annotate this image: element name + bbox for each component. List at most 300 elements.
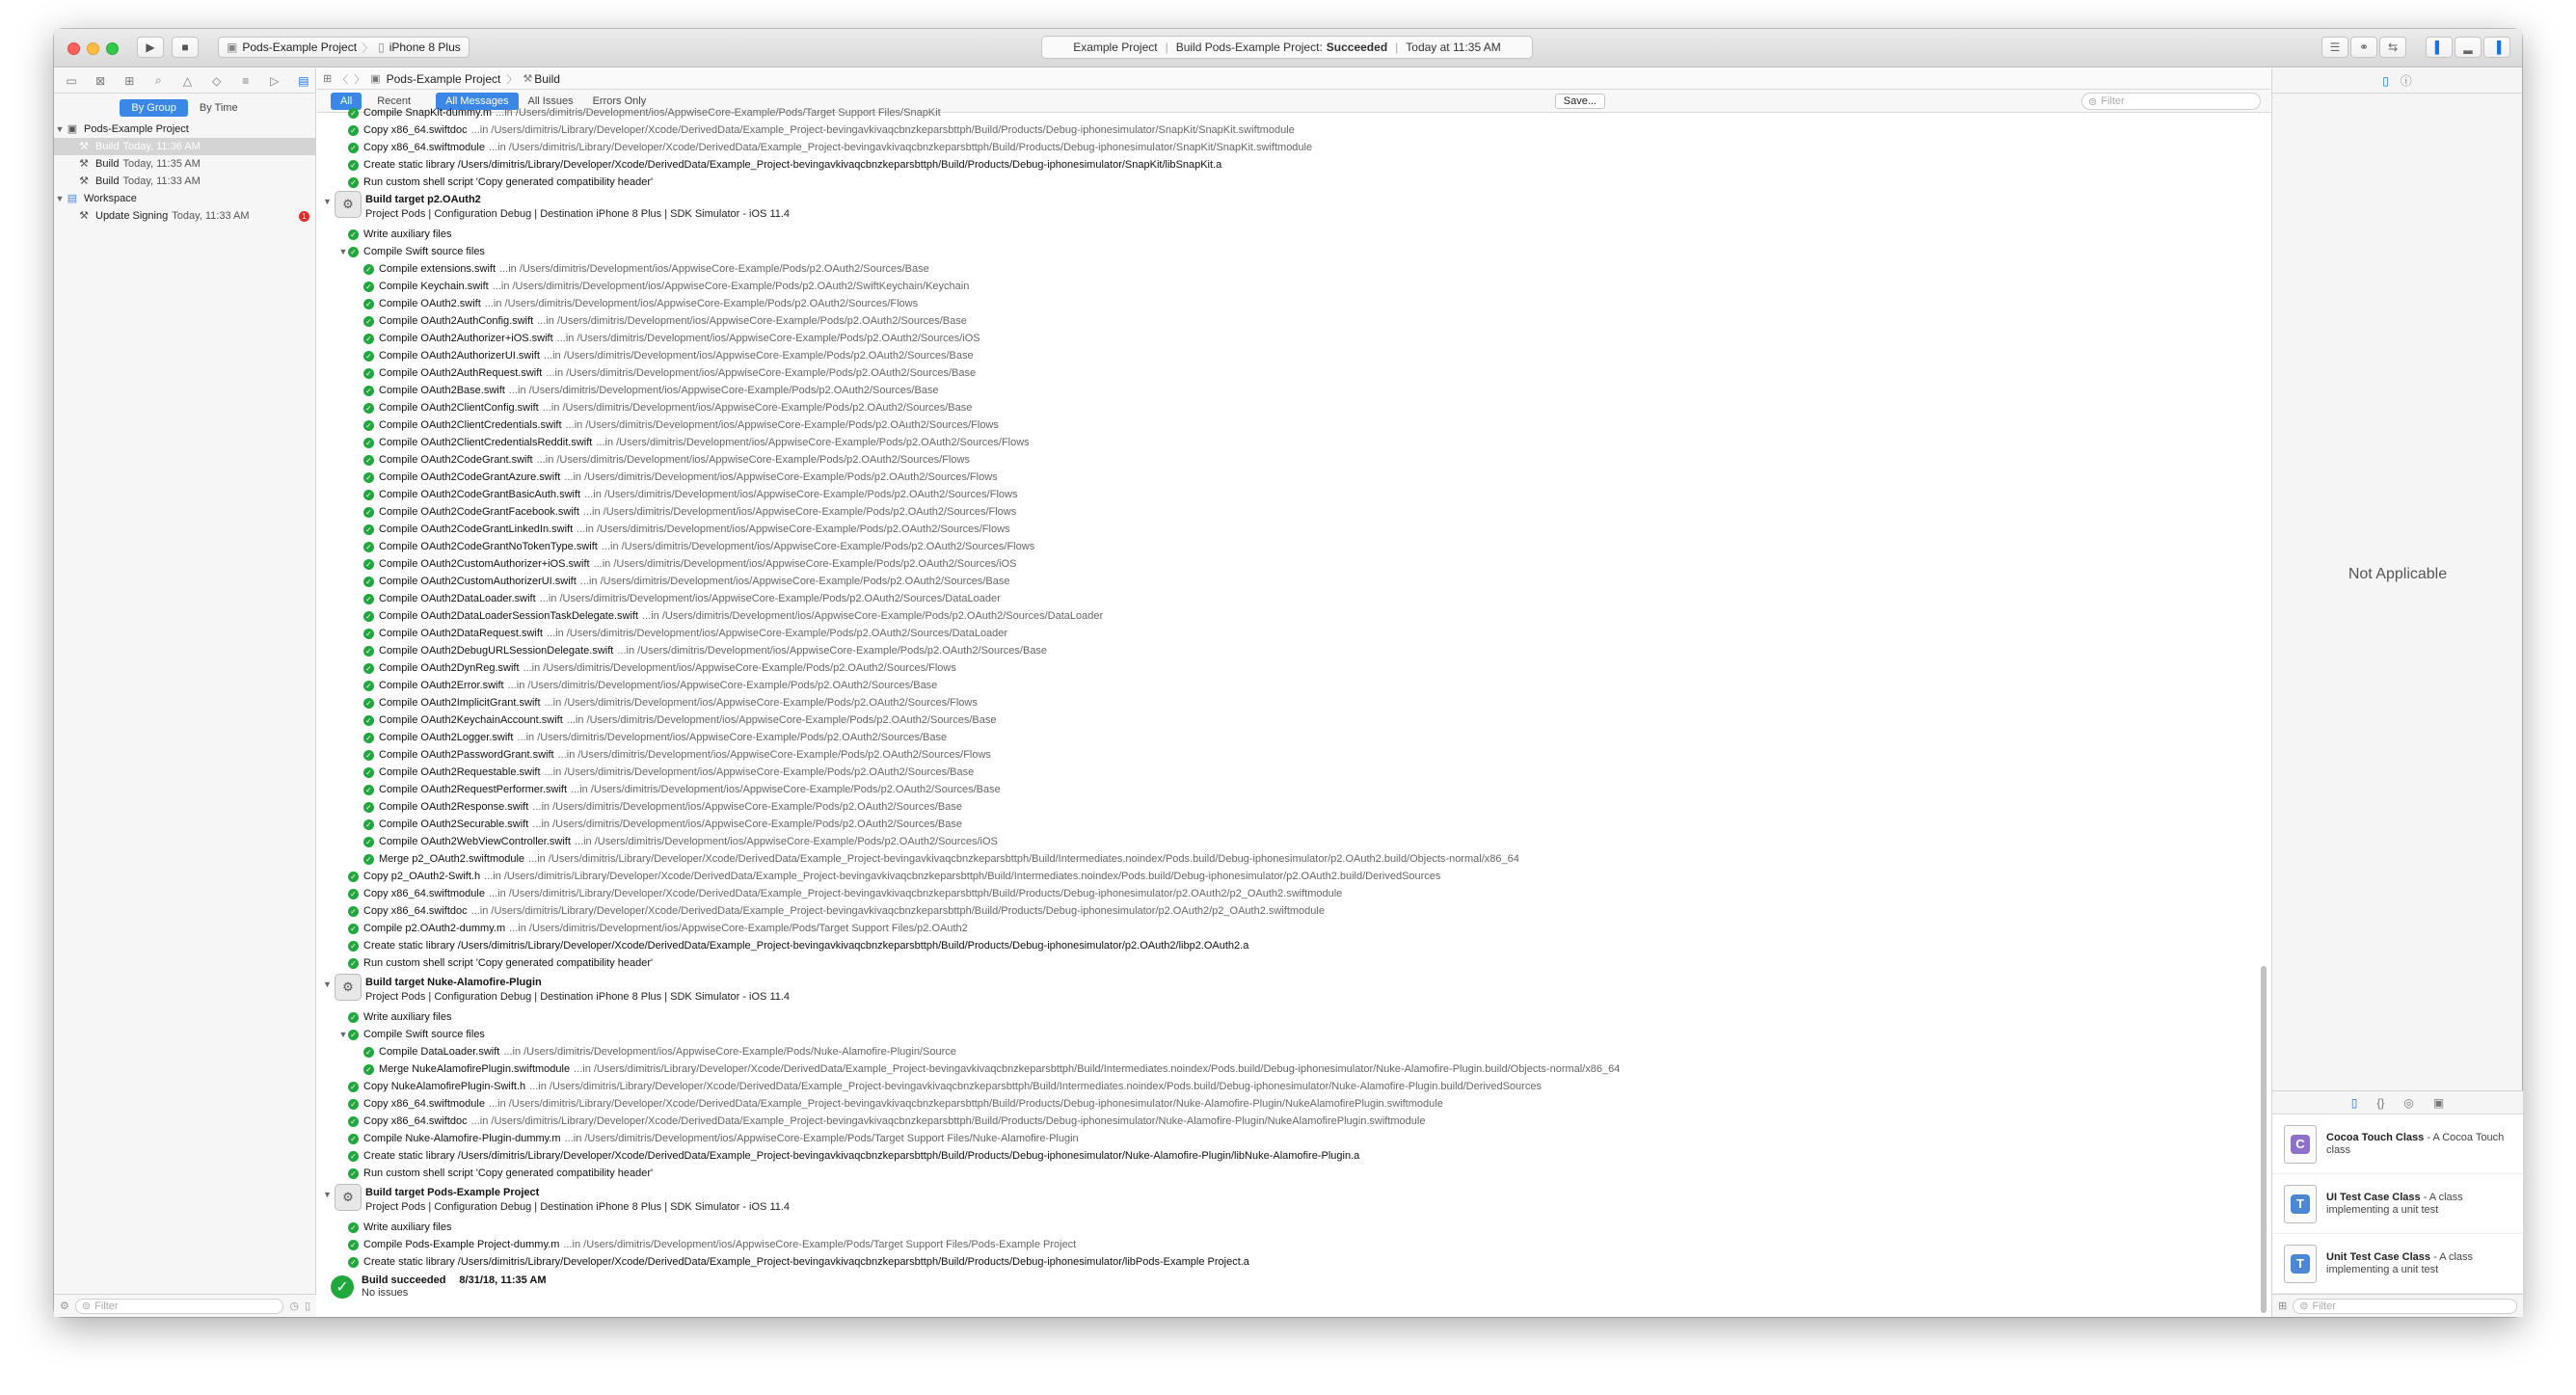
template-icon: [2284, 1185, 2317, 1223]
log-title: Compile p2.OAuth2-dummy.m: [363, 923, 506, 934]
save-button[interactable]: Save...: [1555, 94, 1605, 109]
activity-status-prefix: Build Pods-Example Project:: [1175, 40, 1323, 54]
breakpoint-icon[interactable]: ▷: [270, 73, 280, 88]
play-icon: ▶: [146, 40, 155, 54]
success-check-icon: ✓: [363, 767, 374, 778]
log-row[interactable]: [363, 434, 1030, 451]
log-row[interactable]: [363, 1060, 1620, 1078]
jump-build[interactable]: Build: [534, 71, 560, 86]
assistant-editor-button[interactable]: [2350, 37, 2377, 58]
log-row[interactable]: [363, 503, 1016, 521]
library-item-name: UI Test Case Class: [2326, 1191, 2421, 1203]
log-row[interactable]: [363, 607, 1103, 625]
target-subtitle: Project Pods | Configuration Debug | Destination iPhone 8 Plus | SDK Simulator - iOS 11.4: [365, 1201, 791, 1213]
log-title: Run custom shell script 'Copy generated compatibility header': [363, 957, 654, 969]
forward-arrow-icon[interactable]: 〉: [354, 73, 365, 86]
success-check-icon: ✓: [348, 1134, 359, 1144]
log-title: Create static library /Users/dimitris/Library/Developer/Xcode/DerivedData/Example_Project-bevingavkivaqcbnzkeparsbttph/Build/Products/Debug-iphonesimulator/Nuke-Alamofire-Plugin/libNuke-Alamofire-Plugin.a: [363, 1150, 1360, 1162]
log-title: Compile OAuth2CodeGrantNoTokenType.swift: [379, 541, 598, 552]
activity-project: Example Project: [1073, 40, 1158, 54]
success-check-icon: ✓: [348, 229, 359, 240]
log-title: Compile OAuth2DataRequest.swift: [379, 628, 543, 639]
success-check-icon: ✓: [363, 629, 374, 639]
grid-view-icon[interactable]: ⊞: [2278, 1301, 2288, 1312]
library-item-text: UI Test Case Class - A class implementing a unit test: [2326, 1191, 2463, 1216]
inspector-panel: [2271, 68, 2522, 1317]
back-arrow-icon[interactable]: 〈: [337, 73, 349, 86]
navigator-filter-field[interactable]: [75, 1299, 283, 1314]
success-check-icon: ✓: [363, 524, 374, 535]
success-check-icon: ✓: [363, 733, 374, 743]
filter-placeholder: Filter: [2101, 95, 2125, 107]
log-row[interactable]: [348, 226, 452, 243]
log-row[interactable]: [363, 694, 978, 711]
success-check-icon: ✓: [363, 282, 374, 292]
log-row[interactable]: [348, 1078, 1542, 1095]
log-row[interactable]: [348, 1095, 1443, 1113]
log-title: Copy p2_OAuth2-Swift.h: [363, 871, 481, 882]
log-row[interactable]: [363, 746, 991, 764]
log-title: Run custom shell script 'Copy generated compatibility header': [363, 1167, 654, 1179]
search-icon[interactable]: ⌕: [155, 73, 162, 87]
template-icon: [2284, 1245, 2317, 1283]
success-check-icon: ✓: [348, 1222, 359, 1233]
log-path: ...in /Users/dimitris/Development/ios/AppwiseCore-Example/Pods/p2.OAuth2/Sources/Base: [566, 714, 997, 726]
log-title: Write auxiliary files: [363, 228, 452, 240]
object-library-icon[interactable]: ◎: [2403, 1095, 2414, 1110]
success-check-icon: ✓: [348, 924, 359, 934]
debug-icon[interactable]: ≡: [242, 73, 250, 88]
log-path: ...in /Users/dimitris/Development/ios/AppwiseCore-Example/Pods/p2.OAuth2/Sources/Flows: [601, 541, 1035, 552]
log-row[interactable]: [348, 885, 1342, 902]
success-check-icon: ✓: [348, 143, 359, 153]
log-path: ...in /Users/dimitris/Development/ios/AppwiseCore-Example/Pods/p2.OAuth2/Sources/Base: [617, 645, 1048, 657]
build-label: Build: [95, 158, 120, 170]
file-template-icon[interactable]: ▯: [2350, 1095, 2358, 1110]
success-check-icon: ✓: [348, 1099, 359, 1110]
build-result-title: [362, 1274, 547, 1287]
log-title: Compile Nuke-Alamofire-Plugin-dummy.m: [363, 1133, 561, 1144]
log-row[interactable]: [348, 156, 1221, 174]
library-item[interactable]: [2272, 1114, 2523, 1174]
log-path: ...in /Users/dimitris/Development/ios/AppwiseCore-Example/Pods/p2.OAuth2/Sources/Flows: [484, 298, 919, 309]
log-row[interactable]: [348, 104, 941, 121]
log-row[interactable]: [363, 260, 929, 278]
log-row[interactable]: [348, 1253, 1249, 1271]
log-path: ...in /Users/dimitris/Library/Developer/Xcode/DerivedData/Example_Project-bevingavkivaqcbnzkeparsbttph/Build/Intermediates.noindex/Pods.build/Debug-iphonesimulator/Nuke-Alamofire-Plugin.build/DerivedSources: [529, 1081, 1542, 1092]
log-path: ...in /Users/dimitris/Development/ios/AppwiseCore-Example/Pods/p2.OAuth2/Sources/Base: [544, 766, 975, 778]
log-title: Compile OAuth2ImplicitGrant.swift: [379, 697, 541, 709]
by-time-tab[interactable]: By Time: [199, 102, 238, 114]
quick-help-icon[interactable]: ⓘ: [2400, 74, 2412, 88]
log-row[interactable]: [363, 538, 1034, 555]
file-inspector-icon[interactable]: ▯: [2382, 73, 2389, 88]
target-header[interactable]: [323, 974, 790, 1008]
success-check-icon: ✓: [348, 1257, 359, 1268]
report-icon[interactable]: ▤: [298, 73, 309, 88]
log-path: ...in /Users/dimitris/Development/ios/AppwiseCore-Example/Pods/p2.OAuth2/Sources/DataLoader: [642, 610, 1104, 622]
toggle-inspector-button[interactable]: [2483, 37, 2510, 58]
target-title: Build target Nuke-Alamofire-Plugin: [365, 977, 542, 988]
log-path: ...in /Users/dimitris/Development/ios/AppwiseCore-Example/Pods/p2.OAuth2/Sources/Base: [532, 801, 962, 813]
log-path: ...in /Users/dimitris/Development/ios/AppwiseCore-Example/Pods/Target Support Files/Pods-Example Project: [563, 1239, 1077, 1250]
target-header[interactable]: [323, 191, 790, 226]
all-tab[interactable]: All: [331, 93, 362, 110]
log-title: Compile OAuth2PasswordGrant.swift: [379, 749, 554, 761]
zoom-window-button[interactable]: [106, 42, 119, 55]
log-title: Compile OAuth2WebViewController.swift: [379, 836, 571, 847]
log-path: ...in /Users/dimitris/Library/Developer/Xcode/DerivedData/Example_Project-bevingavkivaqcbnzkeparsbttph/Build/Intermediates.noindex/Pods.build/Debug-iphonesimulator/p2.OAuth2.build/DerivedSources: [484, 871, 1441, 882]
log-title: Compile OAuth2.swift: [379, 298, 481, 309]
success-check-icon: ✓: [348, 1116, 359, 1127]
test-icon[interactable]: ◇: [211, 73, 222, 88]
log-row[interactable]: [363, 486, 1017, 503]
log-title: Copy x86_64.swiftdoc: [363, 905, 468, 917]
log-row[interactable]: [348, 121, 1295, 139]
code-snippet-icon[interactable]: {}: [2376, 1095, 2385, 1110]
by-group-tab[interactable]: By Group: [120, 99, 187, 117]
build-time: Today, 11:35 AM: [122, 158, 201, 170]
success-check-icon: ✓: [348, 1151, 359, 1162]
build-label: Build: [95, 141, 120, 152]
log-row[interactable]: [348, 954, 653, 972]
log-row[interactable]: [363, 677, 937, 694]
log-path: ...in /Users/dimitris/Development/ios/AppwiseCore-Example/Pods/p2.OAuth2/Sources/Base: [542, 402, 973, 414]
update-signing-row[interactable]: [54, 207, 315, 225]
log-path: ...in /Users/dimitris/Library/Developer/Xcode/DerivedData/Example_Project-bevingavkivaqcbnzkeparsbttph/Build/Products/Debug-iphonesimulator/SnapKit/SnapKit.swiftmodule: [470, 124, 1295, 136]
target-subtitle: Project Pods | Configuration Debug | Destination iPhone 8 Plus | SDK Simulator - iOS 11.4: [365, 208, 791, 220]
success-check-icon: ✓: [348, 941, 359, 952]
compile-group-row[interactable]: [338, 243, 485, 260]
log-path: ...in /Users/dimitris/Development/ios/AppwiseCore-Example/Pods/p2.OAuth2/Sources/Flows: [564, 471, 998, 483]
log-row[interactable]: [363, 833, 998, 850]
scheme-selector[interactable]: ▣ Pods-Example Project 〉 ▯ iPhone 8 Plus: [218, 37, 470, 58]
run-button[interactable]: [137, 37, 164, 58]
log-title: Copy x86_64.swiftdoc: [363, 124, 468, 136]
log-row[interactable]: [348, 920, 968, 937]
disclosure-icon[interactable]: ▼: [338, 247, 348, 256]
success-check-icon: ✓: [363, 299, 374, 309]
library-selector-bar: [2272, 1091, 2523, 1114]
disclosure-icon[interactable]: ▼: [338, 1030, 348, 1039]
target-icon: ⚙: [335, 1184, 362, 1211]
log-row[interactable]: [363, 764, 974, 781]
library-item-text: Unit Test Case Class - A class implementing a unit test: [2326, 1250, 2474, 1275]
log-row[interactable]: [363, 850, 1519, 868]
log-title: Compile DataLoader.swift: [379, 1046, 500, 1058]
log-title: Copy x86_64.swiftdoc: [363, 1115, 468, 1127]
template-badge: C: [2291, 1135, 2310, 1154]
success-check-icon: ✓: [363, 559, 374, 570]
log-title: Compile OAuth2DataLoader.swift: [379, 593, 536, 604]
log-title: Compile OAuth2Error.swift: [379, 680, 504, 691]
log-row[interactable]: [363, 382, 939, 399]
log-row[interactable]: [363, 573, 1010, 590]
build-row[interactable]: [54, 138, 315, 155]
library-panel: [2272, 1090, 2523, 1317]
log-path: ...in /Users/dimitris/Development/ios/AppwiseCore-Example/Pods/p2.OAuth2/Sources/DataLoader: [539, 593, 1001, 604]
success-check-icon: ✓: [363, 368, 374, 379]
build-label: Build: [95, 175, 120, 187]
log-path: ...in /Users/dimitris/Development/ios/AppwiseCore-Example/Pods/p2.OAuth2/SwiftKeychain/Keychain: [492, 281, 970, 292]
jump-project[interactable]: Pods-Example Project: [386, 71, 501, 86]
clock-icon[interactable]: ◷: [289, 1301, 299, 1312]
target-subtitle: Project Pods | Configuration Debug | Destination iPhone 8 Plus | SDK Simulator - iOS 11.4: [365, 991, 791, 1003]
scheme-name: Pods-Example Project: [242, 40, 358, 54]
result-time: 8/31/18, 11:35 AM: [459, 1274, 547, 1286]
success-check-icon: ✓: [348, 160, 359, 171]
log-row[interactable]: [363, 642, 1047, 659]
related-items-icon[interactable]: ⊞: [323, 73, 333, 85]
not-applicable-label: Not Applicable: [2348, 566, 2448, 582]
log-path: ...in /Users/dimitris/Development/ios/AppwiseCore-Example/Pods/p2.OAuth2/Sources/Flows: [582, 506, 1017, 518]
log-row[interactable]: [363, 469, 998, 486]
template-badge: T: [2291, 1254, 2310, 1274]
log-title: Compile OAuth2DynReg.swift: [379, 662, 520, 674]
log-row[interactable]: [348, 174, 653, 191]
disclosure-icon[interactable]: ▼: [323, 1190, 332, 1199]
success-check-icon: ✓: [348, 247, 359, 257]
success-check-icon: ✓: [348, 1030, 359, 1040]
log-title: Compile OAuth2DebugURLSessionDelegate.swift: [379, 645, 614, 657]
success-check-icon: ✓: [363, 715, 374, 726]
report-navigator: [54, 68, 316, 1317]
success-check-icon: ✓: [363, 698, 374, 709]
toggle-debug-area-button[interactable]: [2455, 37, 2482, 58]
disclosure-icon[interactable]: ▼: [55, 194, 65, 203]
target-title: Build target Pods-Example Project: [365, 1187, 540, 1198]
media-library-icon[interactable]: ▣: [2432, 1095, 2445, 1110]
update-time: Today, 11:33 AM: [172, 210, 250, 222]
hammer-icon: ⚒: [523, 73, 533, 85]
all-messages-tab[interactable]: All Messages: [436, 93, 518, 110]
success-check-icon: ✓: [363, 420, 374, 431]
log-row[interactable]: [348, 1113, 1425, 1130]
success-check-icon: ✓: [363, 1047, 374, 1058]
log-row[interactable]: [363, 312, 967, 330]
gear-icon[interactable]: ⚙: [60, 1301, 69, 1312]
template-icon: [2284, 1125, 2317, 1164]
jump-bar: ⊞ 〈 〉 ▣ Pods-Example Project 〉 ⚒ Build: [317, 68, 2270, 90]
log-path: ...in /Users/dimitris/Development/ios/AppwiseCore-Example/Pods/Target Support Files/SnapKit: [496, 107, 941, 119]
arrows-icon: ⇆: [2387, 40, 2399, 54]
build-row[interactable]: [54, 173, 315, 190]
log-path: ...in /Users/dimitris/Library/Developer/Xcode/DerivedData/Example_Project-bevingavkivaqcbnzkeparsbttph/Build/Products/Debug-iphonesimulator/p2.OAuth2/p2_OAuth2.swiftmodule: [488, 888, 1343, 899]
log-row[interactable]: [348, 139, 1312, 156]
log-row[interactable]: [363, 590, 1001, 607]
log-path: ...in /Users/dimitris/Development/ios/AppwiseCore-Example/Pods/p2.OAuth2/Sources/Base: [537, 315, 967, 327]
log-row[interactable]: [363, 625, 1007, 642]
build-row[interactable]: [54, 155, 315, 173]
log-title: Compile OAuth2CodeGrantLinkedIn.swift: [379, 523, 574, 535]
log-row[interactable]: [363, 330, 980, 347]
library-filter-field[interactable]: [2293, 1299, 2517, 1314]
log-row[interactable]: [348, 1147, 1359, 1165]
error-badge: 1: [299, 211, 309, 222]
log-title: Compile OAuth2CodeGrant.swift: [379, 454, 533, 466]
errors-only-tab[interactable]: Errors Only: [592, 94, 647, 107]
standard-editor-button[interactable]: [2321, 37, 2348, 58]
disclosure-icon[interactable]: ▼: [55, 124, 65, 134]
log-path: ...in /Users/dimitris/Development/ios/AppwiseCore-Example/Pods/p2.OAuth2/Sources/Flows: [596, 437, 1030, 448]
log-title: Compile Swift source files: [363, 246, 485, 257]
folder-icon[interactable]: ▭: [66, 73, 77, 88]
group-segmented-control: [54, 99, 315, 117]
stop-icon: ■: [181, 40, 189, 54]
log-title: Compile OAuth2ClientCredentials.swift: [379, 419, 562, 431]
build-log: [317, 107, 2270, 1317]
log-row[interactable]: [363, 659, 956, 677]
log-row[interactable]: [348, 1130, 1079, 1147]
disclosure-icon[interactable]: ▼: [323, 979, 332, 989]
log-title: Create static library /Users/dimitris/Library/Developer/Xcode/DerivedData/Example_Project-bevingavkivaqcbnzkeparsbttph/Build/Products/Debug-iphonesimulator/SnapKit/libSnapKit.a: [363, 159, 1222, 171]
log-row[interactable]: [363, 364, 976, 382]
scrollbar-thumb[interactable]: [2261, 966, 2267, 1313]
activity-view[interactable]: Example Project | Build Pods-Example Project: Succeeded | Today at 11:35 AM: [1041, 36, 1533, 59]
warning-icon[interactable]: △: [182, 73, 193, 88]
target-header[interactable]: [323, 1184, 790, 1219]
success-check-icon: ✓: [363, 663, 374, 674]
document-icon[interactable]: ▯: [304, 1301, 310, 1312]
log-title: Merge p2_OAuth2.swiftmodule: [379, 853, 525, 865]
library-item[interactable]: [2272, 1174, 2523, 1234]
log-path: ...in /Users/dimitris/Library/Developer/Xcode/DerivedData/Example_Project-bevingavkivaqcbnzkeparsbttph/Build/Intermediates.noindex/Pods.build/Debug-iphonesimulator/p2.OAuth2.build/Objects-normal/x86_64: [528, 853, 1519, 865]
build-result: [331, 1273, 547, 1301]
log-path: ...in /Users/dimitris/Library/Developer/Xcode/DerivedData/Example_Project-bevingavkivaqcbnzkeparsbttph/Build/Products/Debug-iphonesimulator/SnapKit/SnapKit.swiftmodule: [488, 142, 1313, 153]
minimize-window-button[interactable]: [87, 42, 99, 55]
log-path: ...in /Users/dimitris/Development/ios/AppwiseCore-Example/Pods/p2.OAuth2/Sources/Base: [508, 385, 939, 396]
log-path: ...in /Users/dimitris/Library/Developer/Xcode/DerivedData/Example_Project-bevingavkivaqcbnzkeparsbttph/Build/Intermediates.noindex/Pods.build/Debug-iphonesimulator/Nuke-Alamofire-Plugin.build/Objects-normal/x86_64: [574, 1063, 1621, 1075]
log-row[interactable]: [363, 295, 918, 312]
log-title: Compile OAuth2ClientCredentialsReddit.swift: [379, 437, 593, 448]
lines-icon: ☰: [2329, 40, 2341, 54]
library-item[interactable]: [2272, 1234, 2523, 1294]
log-row[interactable]: [348, 1219, 452, 1236]
log-row[interactable]: [363, 729, 947, 746]
filter-icon: ⊜: [2088, 95, 2098, 108]
disclosure-icon[interactable]: ▼: [323, 197, 332, 206]
library-item-desc: A Cocoa Touch class: [2326, 1131, 2505, 1156]
log-title: Compile OAuth2DataLoaderSessionTaskDelegate.swift: [379, 610, 639, 622]
log-row[interactable]: [363, 451, 970, 469]
update-label: Update Signing: [95, 210, 169, 222]
compile-group-row[interactable]: [338, 1026, 485, 1043]
success-check-icon: ✓: [348, 108, 359, 119]
log-scrollbar[interactable]: [2261, 114, 2267, 1317]
target-title: Build target p2.OAuth2: [365, 194, 481, 205]
project-icon: ▣: [370, 73, 381, 85]
log-title: Compile OAuth2CodeGrantFacebook.swift: [379, 506, 579, 518]
log-title: Compile SnapKit-dummy.m: [363, 107, 493, 119]
log-path: ...in /Users/dimitris/Development/ios/AppwiseCore-Example/Pods/p2.OAuth2/Sources/Base: [543, 350, 974, 362]
log-row[interactable]: [363, 1043, 956, 1060]
log-row[interactable]: [363, 798, 962, 816]
log-title: Compile OAuth2Securable.swift: [379, 818, 529, 830]
filter-placeholder: Filter: [94, 1300, 119, 1312]
log-row[interactable]: [348, 1165, 653, 1182]
log-path: ...in /Users/dimitris/Development/ios/AppwiseCore-Example/Pods/p2.OAuth2/Sources/Flows: [544, 697, 978, 709]
build-log-editor: [317, 68, 2270, 1317]
success-check-icon: ✓: [363, 386, 374, 396]
log-path: ...in /Users/dimitris/Development/ios/AppwiseCore-Example/Pods/p2.OAuth2/Sources/Flows: [565, 419, 999, 431]
all-issues-tab[interactable]: All Issues: [527, 94, 574, 107]
log-row[interactable]: [363, 711, 996, 729]
version-editor-button[interactable]: [2379, 37, 2406, 58]
recent-tab[interactable]: Recent: [377, 94, 412, 107]
log-row[interactable]: [363, 347, 974, 364]
log-row[interactable]: [363, 416, 999, 434]
success-check-icon: ✓: [348, 1240, 359, 1250]
wrench-icon: ⚒: [79, 210, 89, 222]
success-check-icon: ✓: [348, 958, 359, 969]
log-title: Compile OAuth2AuthConfig.swift: [379, 315, 534, 327]
log-row[interactable]: [363, 399, 972, 416]
hammer-icon: ⚒: [79, 141, 89, 152]
success-check-icon: ✓: [363, 611, 374, 622]
library-item-desc: A class implementing a unit test: [2326, 1191, 2463, 1216]
success-check-icon: ✓: [348, 1012, 359, 1023]
log-path: ...in /Users/dimitris/Development/ios/AppwiseCore-Example/Pods/Target Support Files/p2.OAuth2: [509, 923, 968, 934]
log-row[interactable]: [363, 278, 969, 295]
device-icon: ▯: [378, 40, 385, 54]
log-path: ...in /Users/dimitris/Development/ios/AppwiseCore-Example/Pods/p2.OAuth2/Sources/Base: [579, 576, 1010, 587]
log-path: ...in /Users/dimitris/Development/ios/AppwiseCore-Example/Pods/p2.OAuth2/Sources/Flows: [523, 662, 956, 674]
stop-button[interactable]: [172, 37, 199, 58]
log-row[interactable]: [348, 937, 1248, 954]
log-path: ...in /Users/dimitris/Development/ios/AppwiseCore-Example/Pods/p2.OAuth2/Sources/Base: [571, 784, 1001, 795]
log-path: ...in /Users/dimitris/Development/ios/AppwiseCore-Example/Pods/p2.OAuth2/Sources/Base: [499, 263, 929, 275]
project-row[interactable]: [54, 121, 315, 138]
log-path: ...in /Users/dimitris/Development/ios/AppwiseCore-Example/Pods/p2.OAuth2/Sources/Base: [532, 818, 962, 830]
source-control-icon[interactable]: ⊠: [95, 73, 106, 88]
toggle-navigator-button[interactable]: [2426, 37, 2453, 58]
log-row[interactable]: [348, 1236, 1076, 1253]
success-check-icon: ✓: [363, 750, 374, 761]
log-title: Compile Pods-Example Project-dummy.m: [363, 1239, 560, 1250]
log-row[interactable]: [348, 868, 1440, 885]
filter-icon: ⊜: [81, 1301, 92, 1312]
log-row[interactable]: [363, 555, 1017, 573]
workspace-row[interactable]: [54, 190, 315, 207]
log-path: ...in /Users/dimitris/Development/ios/AppwiseCore-Example/Pods/p2.OAuth2/Sources/iOS: [556, 333, 980, 344]
project-label: Pods-Example Project: [84, 123, 189, 135]
log-title: Copy x86_64.swiftmodule: [363, 1098, 485, 1110]
log-row[interactable]: [363, 816, 962, 833]
log-title: Compile OAuth2KeychainAccount.swift: [379, 714, 563, 726]
success-check-icon: ✓: [363, 507, 374, 518]
build-time: Today, 11:36 AM: [122, 141, 201, 152]
success-check-icon: ✓: [363, 490, 374, 500]
symbol-icon[interactable]: ⊞: [124, 73, 135, 88]
log-row[interactable]: [363, 781, 1001, 798]
result-title: Build succeeded: [362, 1274, 446, 1286]
library-filter-bar: [2272, 1294, 2523, 1317]
log-row[interactable]: [363, 521, 1010, 538]
success-check-icon: ✓: [363, 1064, 374, 1075]
success-check-icon: ✓: [363, 542, 374, 552]
success-check-icon: ✓: [363, 403, 374, 414]
log-filter-field[interactable]: [2081, 93, 2261, 110]
log-title: Compile OAuth2CodeGrantBasicAuth.swift: [379, 489, 581, 500]
log-row[interactable]: [348, 902, 1325, 920]
log-title: Create static library /Users/dimitris/Library/Developer/Xcode/DerivedData/Example_Project-bevingavkivaqcbnzkeparsbttph/Build/Products/Debug-iphonesimulator/libPods-Example Project.a: [363, 1256, 1249, 1268]
log-title: Compile OAuth2CodeGrantAzure.swift: [379, 471, 561, 483]
log-row[interactable]: [348, 1008, 452, 1026]
close-window-button[interactable]: [67, 42, 80, 55]
success-check-icon: ✓: [348, 872, 359, 882]
log-title: Compile OAuth2ClientConfig.swift: [379, 402, 539, 414]
success-check-icon: ✓: [363, 264, 374, 275]
